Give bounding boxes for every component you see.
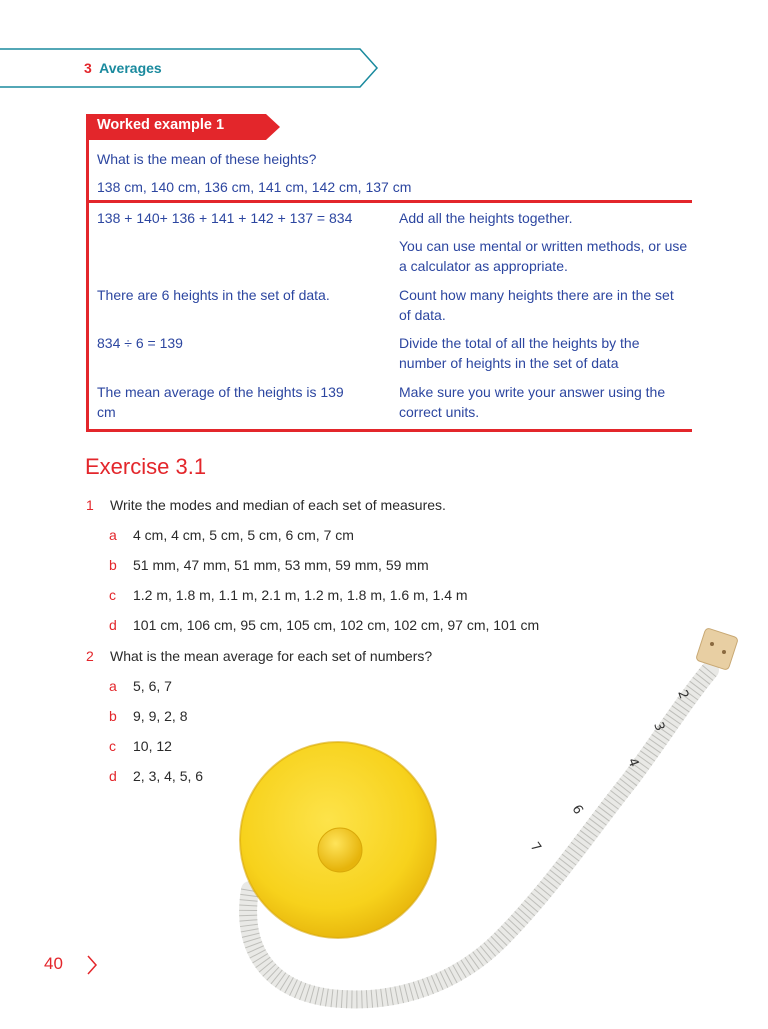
step-right-4: Divide the total of all the heights by the number of heights in the set of data [399, 335, 640, 371]
part-text: 1.2 m, 1.8 m, 1.1 m, 2.1 m, 1.2 m, 1.8 m, 1.6 m, 1.4 m [133, 587, 468, 603]
step-left-3: There are 6 heights in the set of data. [97, 287, 330, 303]
question-number: 1 [86, 497, 94, 513]
step-right-5: Make sure you write your answer using the correct units. [399, 384, 666, 420]
watermark: Getty [498, 864, 542, 880]
step-right-3: Count how many heights there are in the set of data. [399, 287, 674, 323]
step-right-2: You can use mental or written methods, or use a calculator as appropriate. [399, 238, 688, 274]
page-number: 40 [44, 954, 63, 973]
part-letter: c [109, 587, 116, 603]
step-right-1: Add all the heights together. [399, 210, 573, 226]
step-left-5: The mean average of the heights is 139 cm [97, 384, 344, 420]
part-letter: b [109, 708, 117, 724]
step-left-1: 138 + 140+ 136 + 141 + 142 + 137 = 834 [97, 210, 353, 226]
worked-example-divider [86, 200, 692, 203]
question-number: 2 [86, 648, 94, 664]
svg-text:2: 2 [674, 688, 692, 702]
worked-example-question: What is the mean of these heights? [97, 151, 317, 167]
svg-text:7: 7 [526, 839, 544, 856]
chapter-title [84, 60, 162, 76]
part-text: 4 cm, 4 cm, 5 cm, 5 cm, 6 cm, 7 cm [133, 527, 354, 543]
worked-example-label: Worked example 1 [97, 117, 225, 133]
part-text: 5, 6, 7 [133, 678, 172, 694]
tape-measure-icon [230, 620, 768, 1024]
part-letter: d [109, 617, 117, 633]
svg-text:3: 3 [650, 720, 668, 734]
part-letter: d [109, 768, 117, 784]
exercise-title: Exercise 3.1 [85, 454, 207, 479]
part-text: 51 mm, 47 mm, 51 mm, 53 mm, 59 mm, 59 mm [133, 557, 429, 573]
part-text: 2, 3, 4, 5, 6 [133, 768, 204, 784]
chevron-right-icon[interactable] [86, 954, 98, 981]
svg-text:4: 4 [624, 756, 642, 770]
chapter-ribbon [0, 48, 380, 88]
part-text: 9, 9, 2, 8 [133, 708, 188, 724]
chapter-number: 3 [84, 60, 92, 76]
worked-example-data: 138 cm, 140 cm, 136 cm, 141 cm, 142 cm, 137 cm [97, 179, 412, 195]
part-letter: c [109, 738, 116, 754]
question-text: What is the mean average for each set of numbers? [110, 648, 433, 664]
part-letter: a [109, 527, 117, 543]
part-letter: b [109, 557, 117, 573]
step-left-4: 834 ÷ 6 = 139 [97, 335, 183, 351]
part-letter: a [109, 678, 117, 694]
part-text: 10, 12 [133, 738, 172, 754]
chapter-name: Averages [99, 60, 162, 76]
part-text: 101 cm, 106 cm, 95 cm, 105 cm, 102 cm, 102 cm, 97 cm, 101 cm [133, 617, 540, 633]
question-text: Write the modes and median of each set of measures. [110, 497, 446, 513]
svg-text:6: 6 [568, 802, 586, 818]
